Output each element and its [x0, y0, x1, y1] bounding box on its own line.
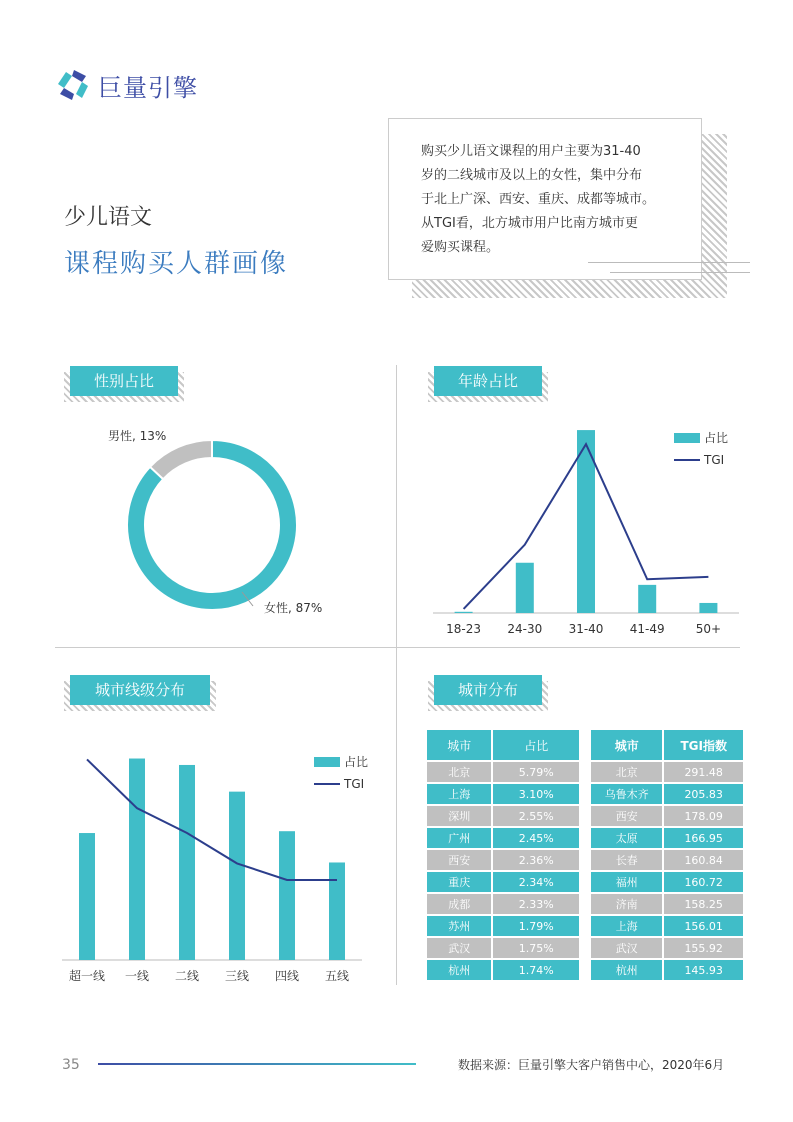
table-row [427, 828, 581, 848]
page-number: 35 [62, 1057, 80, 1073]
bar [279, 831, 295, 960]
bar [638, 585, 656, 613]
table-cell: 太原 [591, 828, 664, 848]
bar [699, 603, 717, 613]
table-cell: 1.74% [493, 960, 581, 980]
table-cell: 西安 [591, 806, 664, 826]
table-cell: 2.55% [493, 806, 581, 826]
legend-line-label: TGI [344, 777, 365, 791]
table-row [591, 806, 745, 826]
table-cell: 155.92 [664, 938, 745, 958]
gender-donut-chart [90, 420, 350, 630]
section-gender-label: 性别占比 [70, 366, 178, 396]
table-cell: 291.48 [664, 762, 745, 782]
table-cell: 杭州 [591, 960, 664, 980]
table-row [591, 828, 745, 848]
section-tier-label: 城市线级分布 [70, 675, 210, 705]
table-cell: 2.45% [493, 828, 581, 848]
summary-line: 购买少儿语文课程的用户主要为31-40 [421, 144, 641, 159]
table-row [427, 850, 581, 870]
table-cell: 武汉 [427, 938, 493, 958]
page-subtitle: 少儿语文 [64, 205, 153, 230]
x-tick-label: 31-40 [568, 622, 604, 636]
table-cell: 160.72 [664, 872, 745, 892]
slice-label-male: 男性, 13% [108, 429, 167, 443]
x-tick-label: 18-23 [446, 622, 482, 636]
table-cell: 1.75% [493, 938, 581, 958]
table-row [427, 916, 581, 936]
tier-combo-chart [30, 720, 396, 1000]
summary-line: 于北上广深、西安、重庆、成都等城市。 [421, 192, 656, 207]
x-tick-label: 三线 [224, 969, 250, 983]
bar [455, 612, 473, 613]
x-tick-label: 41-49 [629, 622, 665, 636]
legend-bar-label: 占比 [344, 755, 369, 769]
x-tick-label: 五线 [324, 969, 350, 983]
legend-bar-swatch [314, 757, 340, 767]
table-cell: 福州 [591, 872, 664, 892]
table-cell: 178.09 [664, 806, 745, 826]
deco-line [610, 272, 750, 273]
legend-bar-label: 占比 [704, 431, 729, 445]
table-cell: 西安 [427, 850, 493, 870]
table-cell: 深圳 [427, 806, 493, 826]
tgi-line [87, 759, 337, 880]
table-cell: 北京 [591, 762, 664, 782]
table-cell: 158.25 [664, 894, 745, 914]
section-city-label: 城市分布 [434, 675, 542, 705]
table-cell: 北京 [427, 762, 493, 782]
legend-bar-swatch [674, 433, 700, 443]
table-cell: 上海 [591, 916, 664, 936]
section-tier [70, 675, 210, 709]
table-cell: 武汉 [591, 938, 664, 958]
table-row [591, 872, 745, 892]
x-tick-label: 50+ [695, 622, 722, 636]
table-cell: 济南 [591, 894, 664, 914]
table-row [427, 938, 581, 958]
table-cell: 1.79% [493, 916, 581, 936]
table-row [427, 960, 581, 980]
x-tick-label: 24-30 [507, 622, 543, 636]
table-cell: 杭州 [427, 960, 493, 980]
table-cell: 2.33% [493, 894, 581, 914]
table-cell: 重庆 [427, 872, 493, 892]
summary-line: 从TGI看，北方城市用户比南方城市更 [421, 216, 638, 231]
table-cell: 160.84 [664, 850, 745, 870]
summary-text [421, 140, 686, 260]
bar [179, 765, 195, 960]
summary-line: 岁的二线城市及以上的女性，集中分布 [421, 168, 643, 183]
table-header: 占比 [493, 730, 581, 760]
table-header: TGI指数 [664, 730, 745, 760]
table-row [591, 938, 745, 958]
footer-line [98, 1063, 416, 1065]
table-row [427, 806, 581, 826]
age-combo-chart [396, 400, 793, 640]
legend-line-label: TGI [704, 453, 725, 467]
bar [516, 563, 534, 613]
table-cell: 2.34% [493, 872, 581, 892]
bar [329, 862, 345, 960]
summary-line: 爱购买课程。 [421, 240, 500, 255]
table-cell: 205.83 [664, 784, 745, 804]
table-row [591, 916, 745, 936]
bar [129, 759, 145, 960]
table-cell: 166.95 [664, 828, 745, 848]
table-cell: 3.10% [493, 784, 581, 804]
section-age [434, 366, 542, 400]
table-row [591, 960, 745, 980]
table-cell: 苏州 [427, 916, 493, 936]
section-gender [70, 366, 178, 400]
table-row [591, 784, 745, 804]
page-title: 课程购买人群画像 [64, 249, 289, 279]
x-tick-label: 四线 [274, 969, 300, 983]
horizontal-divider [55, 647, 740, 648]
table-cell: 5.79% [493, 762, 581, 782]
donut-slice [150, 440, 212, 479]
table-row [427, 784, 581, 804]
table-row [427, 872, 581, 892]
section-city [434, 675, 542, 709]
table-cell: 2.36% [493, 850, 581, 870]
data-source: 数据来源：巨量引擎大客户销售中心，2020年6月 [458, 1058, 725, 1072]
x-tick-label: 一线 [124, 969, 150, 983]
table-cell: 上海 [427, 784, 493, 804]
table-cell: 长春 [591, 850, 664, 870]
city-tgi-table [591, 728, 745, 982]
deco-line [588, 262, 750, 263]
table-row [591, 762, 745, 782]
brand-logo [54, 66, 198, 104]
table-row [591, 850, 745, 870]
city-share-table [427, 728, 581, 982]
table-row [427, 762, 581, 782]
table-cell: 广州 [427, 828, 493, 848]
table-header: 城市 [427, 730, 493, 760]
slice-label-female: 女性, 87% [264, 601, 323, 615]
table-cell: 156.01 [664, 916, 745, 936]
table-header: 城市 [591, 730, 664, 760]
brand-name: 巨量引擎 [98, 73, 198, 102]
bar [229, 792, 245, 960]
bar [79, 833, 95, 960]
table-row [591, 894, 745, 914]
x-tick-label: 超一线 [68, 969, 106, 983]
x-tick-label: 二线 [174, 969, 200, 983]
table-row [427, 894, 581, 914]
table-cell: 乌鲁木齐 [591, 784, 664, 804]
brand-logo-icon [54, 66, 92, 104]
table-cell: 145.93 [664, 960, 745, 980]
table-cell: 成都 [427, 894, 493, 914]
section-age-label: 年龄占比 [434, 366, 542, 396]
